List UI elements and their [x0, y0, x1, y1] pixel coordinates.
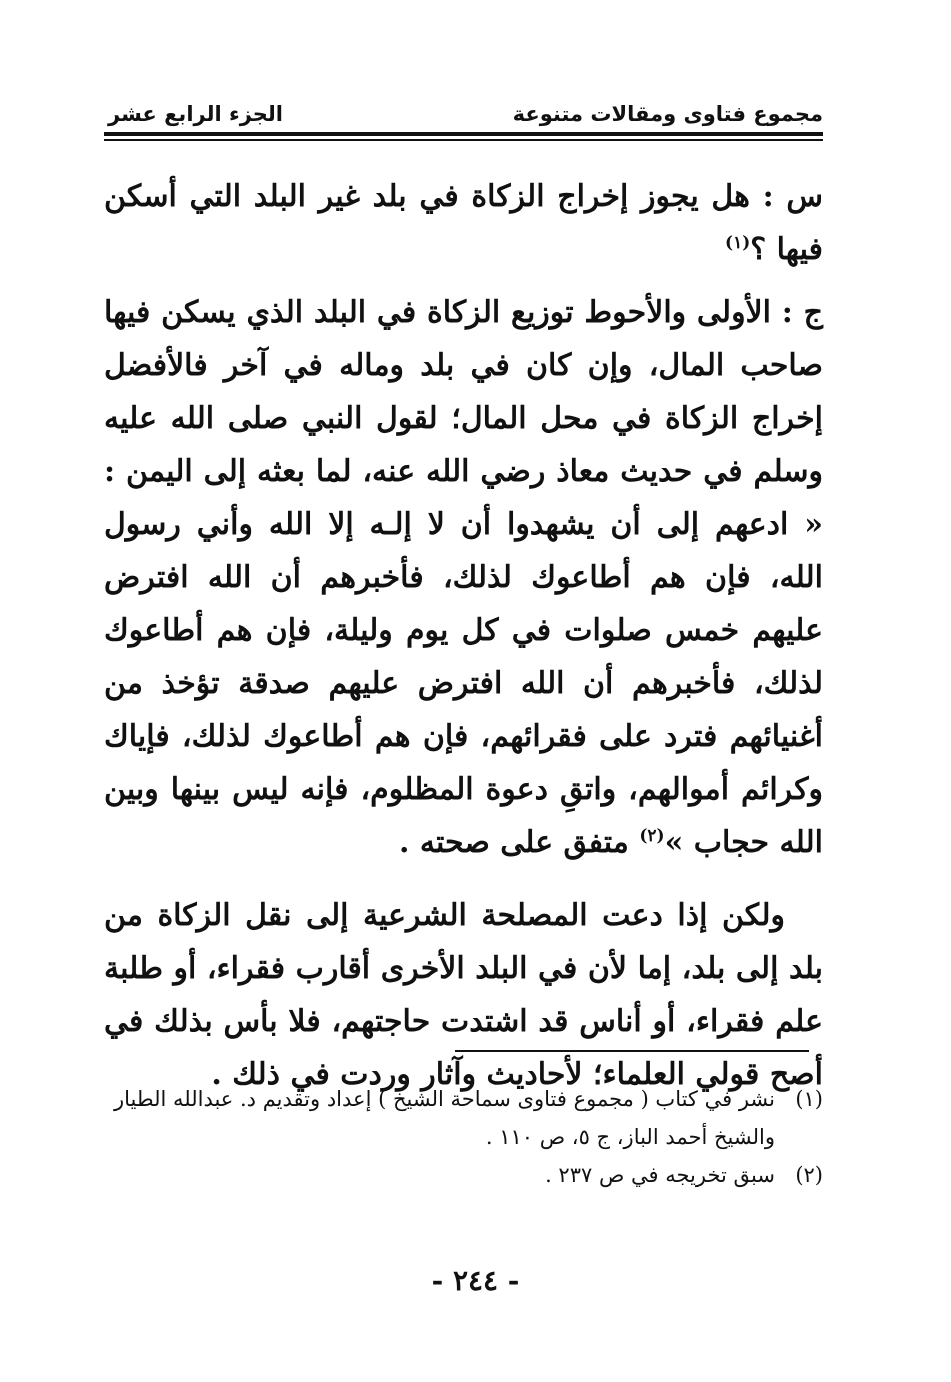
footnotes	[104, 1080, 823, 1194]
answer-paragraph	[104, 286, 823, 869]
volume-label: الجزء الرابع عشر	[108, 102, 283, 126]
answer-text: الأولى والأحوط توزيع الزكاة في البلد الذي يسكن فيها صاحب المال، وإن كان في بلد وماله في آخر فالأفضل إخراج الزكاة في محل المال؛ لقول النبي صلى الله عليه وسلم في حديث معاذ رضي الله عنه، لما بعثه إلى اليمن : « ادعهم إلى أن يشهدوا أن لا إلـه إلا الله وأني رسول الله، فإن هم أطاعوك لذلك، فأخبرهم أن الله افترض عليهم خمس صلوات في كل يوم وليلة، فإن هم أطاعوك لذلك، فأخبرهم أن الله افترض عليهم صدقة تؤخذ من أغنيائهم فترد على فقرائهم، فإن هم أطاعوك لذلك، فإياك وكرائم أموالهم، واتقِ دعوة المظلوم، فإنه ليس بينها وبين الله حجاب »	[104, 295, 824, 860]
footnote-number: (١)	[795, 1087, 823, 1111]
footnote-number: (٢)	[795, 1163, 823, 1187]
main-text	[104, 170, 823, 1101]
answer-prefix: ج :	[771, 295, 823, 330]
paragraph-3: ولكن إذا دعت المصلحة الشرعية إلى نقل الزكاة من بلد إلى بلد، إما لأن في البلد الأخرى أقارب فقراء، أو طلبة علم فقراء، أو أناس قد اشتدت حاجتهم، فلا بأس بذلك في أصح قولي العلماء؛ لأحاديث وآثار وردت في ذلك .	[104, 898, 823, 1092]
page-number: - ٢٤٤ -	[431, 1264, 520, 1297]
question-prefix: س :	[749, 179, 823, 214]
footnote-separator	[455, 1050, 809, 1052]
header-rule-thin	[104, 139, 823, 141]
answer-tail: متفق على صحته .	[398, 825, 640, 860]
footnote-ref-1: (١)	[725, 233, 751, 253]
footnote-2	[104, 1156, 823, 1194]
question-text: هل يجوز إخراج الزكاة في بلد غير البلد التي أسكن فيها ؟	[104, 179, 823, 267]
footnote-1	[104, 1080, 823, 1156]
question-paragraph	[104, 170, 823, 276]
running-header	[108, 92, 823, 126]
footnote-ref-2: (٢)	[639, 826, 665, 846]
header-rule-thick	[104, 132, 823, 136]
footnote-text: نشر في كتاب ( مجموع فتاوى سماحة الشيخ ) إعداد وتقديم د. عبدالله الطيار والشيخ أحمد الباز، ج ٥، ص ١١٠ .	[113, 1087, 775, 1149]
book-title: مجموع فتاوى ومقالات متنوعة	[512, 102, 823, 126]
footnote-text: سبق تخريجه في ص ٢٣٧ .	[545, 1163, 775, 1187]
